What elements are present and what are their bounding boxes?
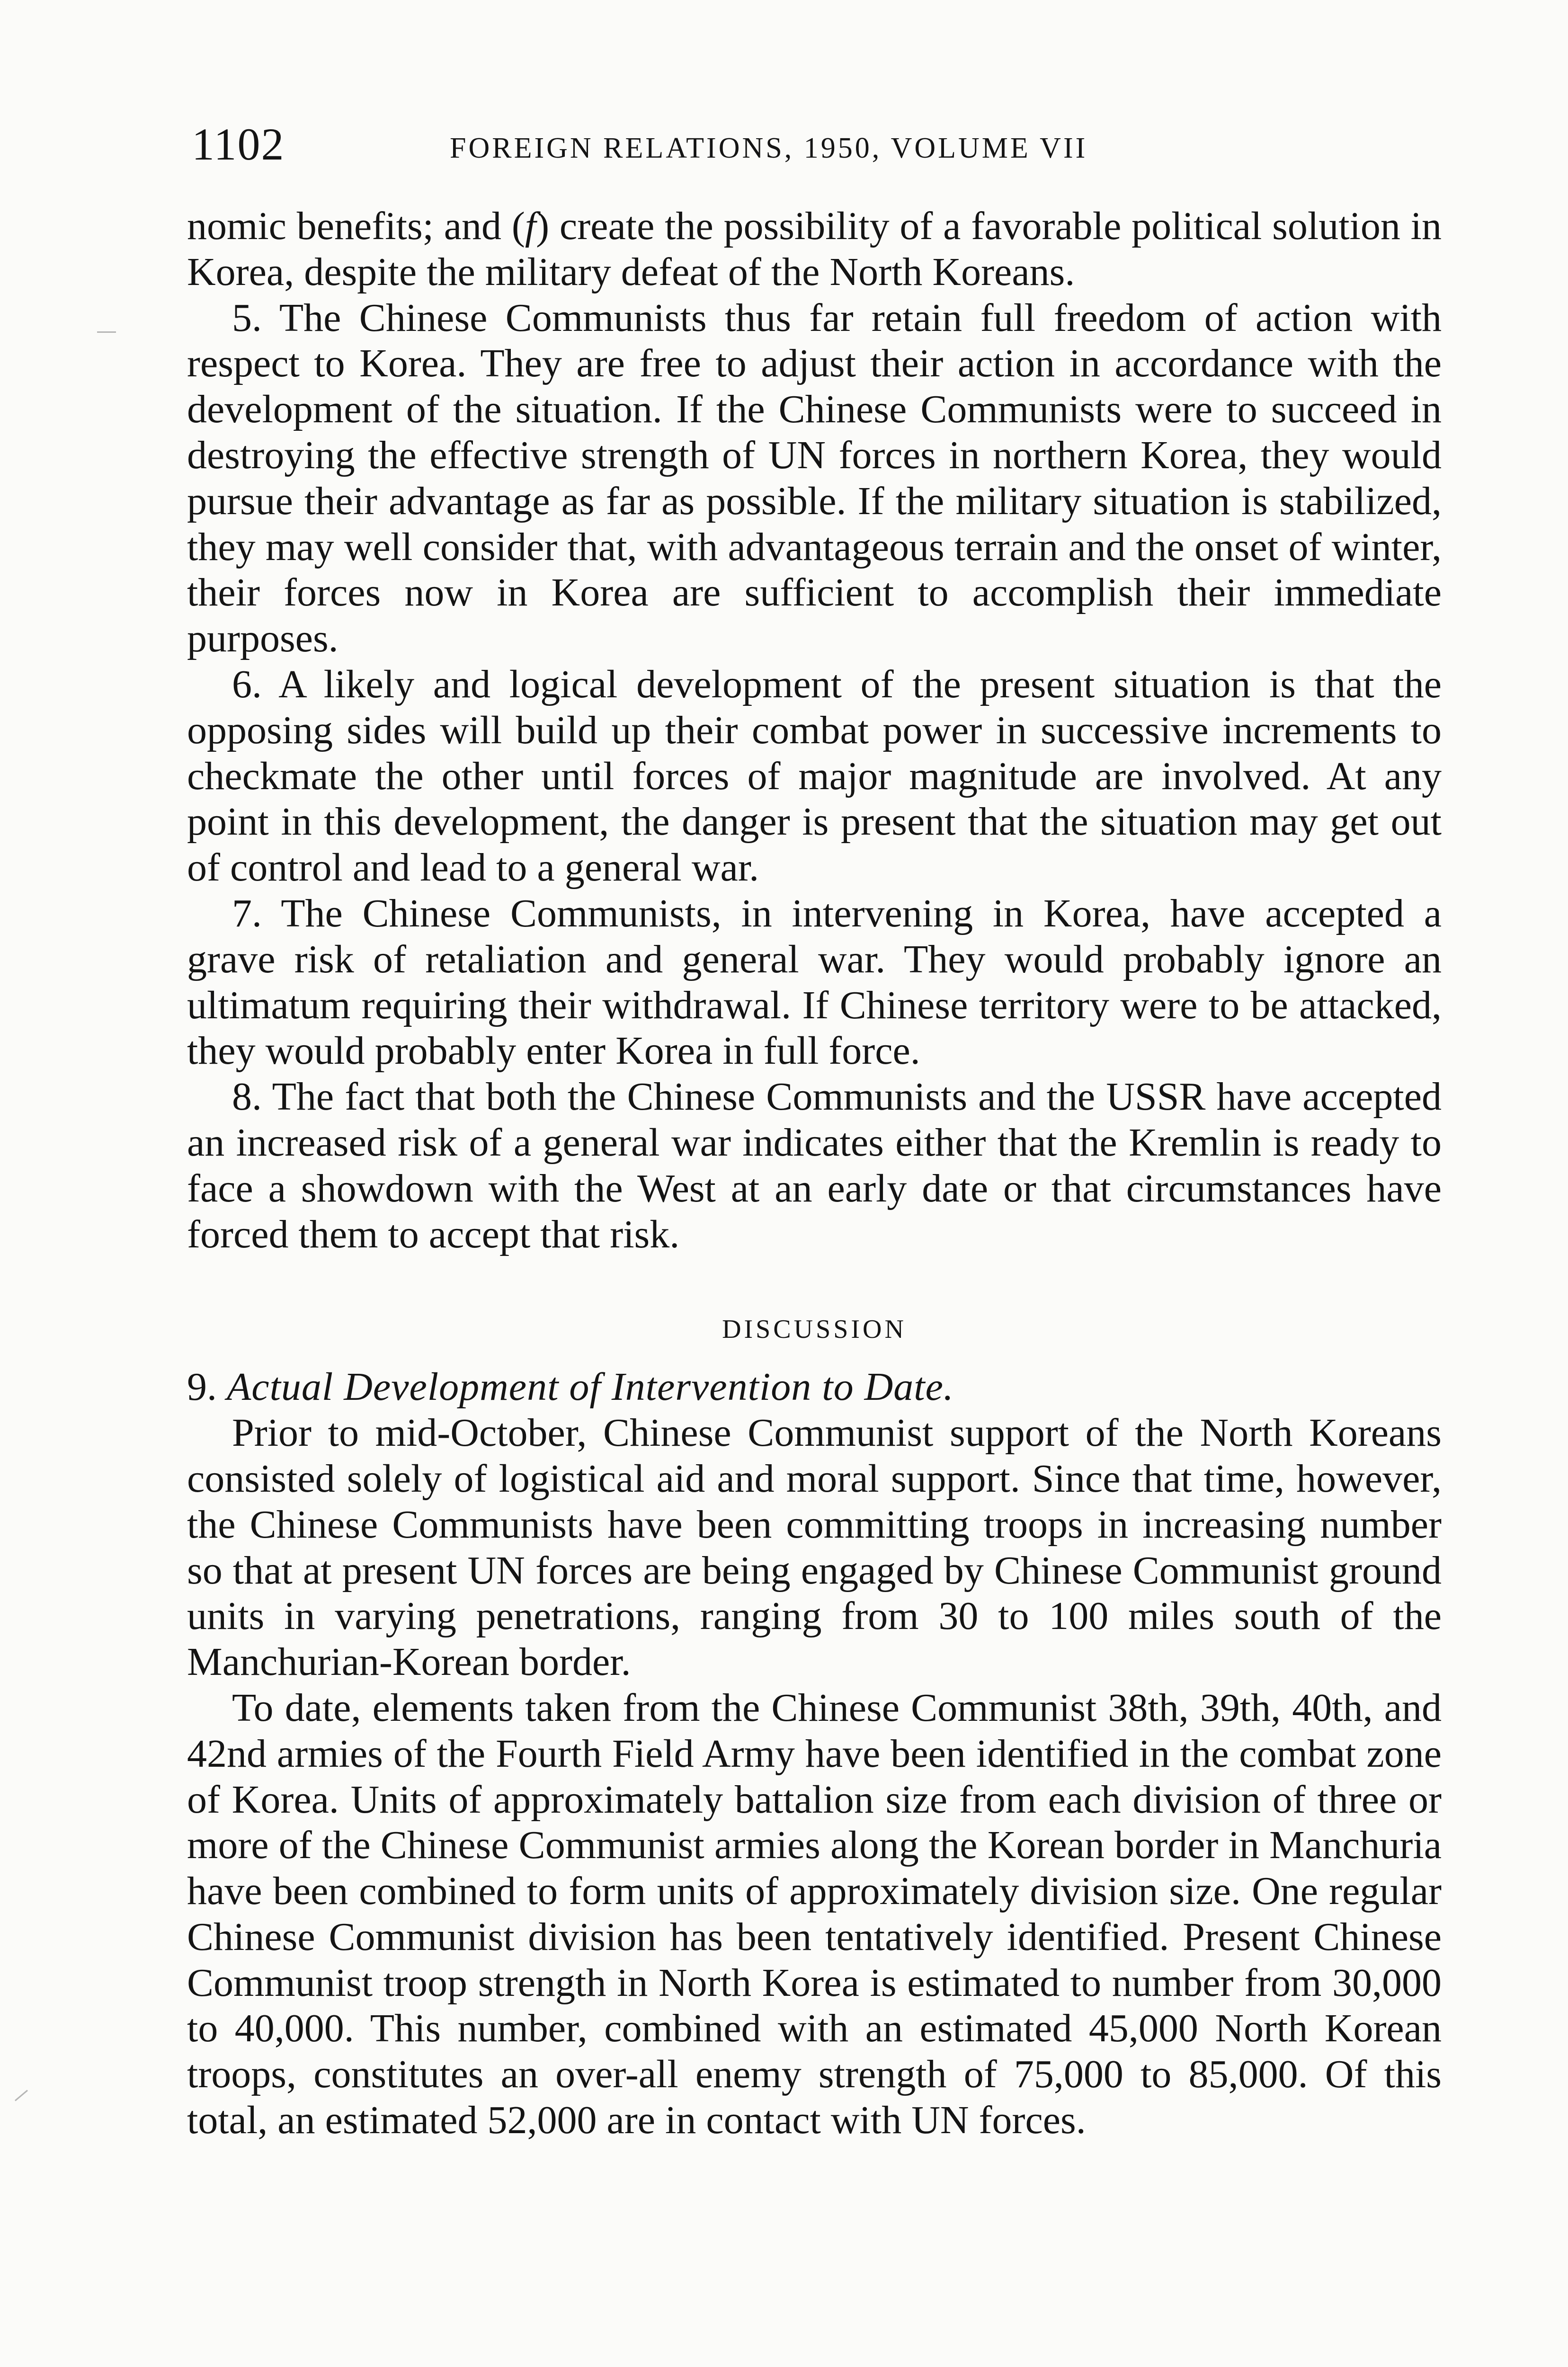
paragraph-7: 7. The Chinese Communists, in intervening in Korea, have accepted a grave risk of retaliation and general war. They would probably ignore an ultimatum requiring their withdrawal. If Chinese territory were to be attacked, they would probably enter Korea in full force. [187,891,1442,1073]
discussion-paragraph-2: To date, elements taken from the Chinese Communist 38th, 39th, 40th, and 42nd armies of the Fourth Field Army have been identified in the combat zone of Korea. Units of approximately battalion size from each division of three or more of the Chinese Communist armies along the Korean border in Manchuria have been combined to form units of approximately division size. One regular Chinese Communist division has been tentatively identified. Present Chinese Communist troop strength in North Korea is estimated to number from 30,000 to 40,000. This number, combined with an estimated 45,000 North Korean troops, constitutes an over-all enemy strength of 75,000 to 85,000. Of this total, an estimated 52,000 are in contact with UN forces. [187,1685,1442,2143]
subsection-number: 9. [187,1365,217,1409]
margin-mark [15,2090,28,2101]
paragraph-6: 6. A likely and logical development of the present situation is that the opposing sides will build up their combat power in successive increments to checkmate the other until forces of major magnitude are involved. At any point in this development, the danger is present that the situation may get out of control and lead to a general war. [187,662,1442,890]
subsection-heading [187,1364,1442,1410]
body-text [187,204,1442,2144]
margin-mark [97,331,116,333]
section-heading-discussion: DISCUSSION [722,1315,907,1344]
page-number: 1102 [192,119,285,169]
running-header [192,118,1437,175]
paragraph-5: 5. The Chinese Communists thus far retain full freedom of action with respect to Korea. They are free to adjust their action in accordance with the development of the situation. If the Chinese Communists were to succeed in destroying the effective strength of UN forces in northern Korea, they would pursue their advantage as far as possible. If the military situation is stabilized, they may well consider that, with advantageous terrain and the onset of winter, their forces now in Korea are sufficient to accomplish their immediate purposes. [187,295,1442,661]
continued-paragraph: nomic benefits; and (f) create the possibility of a favorable political solution in Korea, despite the military defeat of the North Koreans. [187,204,1442,294]
item-letter: f [525,204,536,248]
subsection-title: Actual Development of Intervention to Date. [227,1365,954,1409]
paragraph-8: 8. The fact that both the Chinese Communists and the USSR have accepted an increased risk of a general war indicates either that the Kremlin is ready to face a showdown with the West at an early date or that circumstances have forced them to accept that risk. [187,1075,1442,1256]
discussion-paragraph-1: Prior to mid-October, Chinese Communist support of the North Koreans consisted solely of logistical aid and moral support. Since that time, however, the Chinese Communists have been committing troops in increasing number so that at present UN forces are being engaged by Chinese Communist ground units in varying penetrations, ranging from 30 to 100 miles south of the Manchurian-Korean border. [187,1411,1442,1684]
running-title: FOREIGN RELATIONS, 1950, VOLUME VII [450,132,1088,164]
